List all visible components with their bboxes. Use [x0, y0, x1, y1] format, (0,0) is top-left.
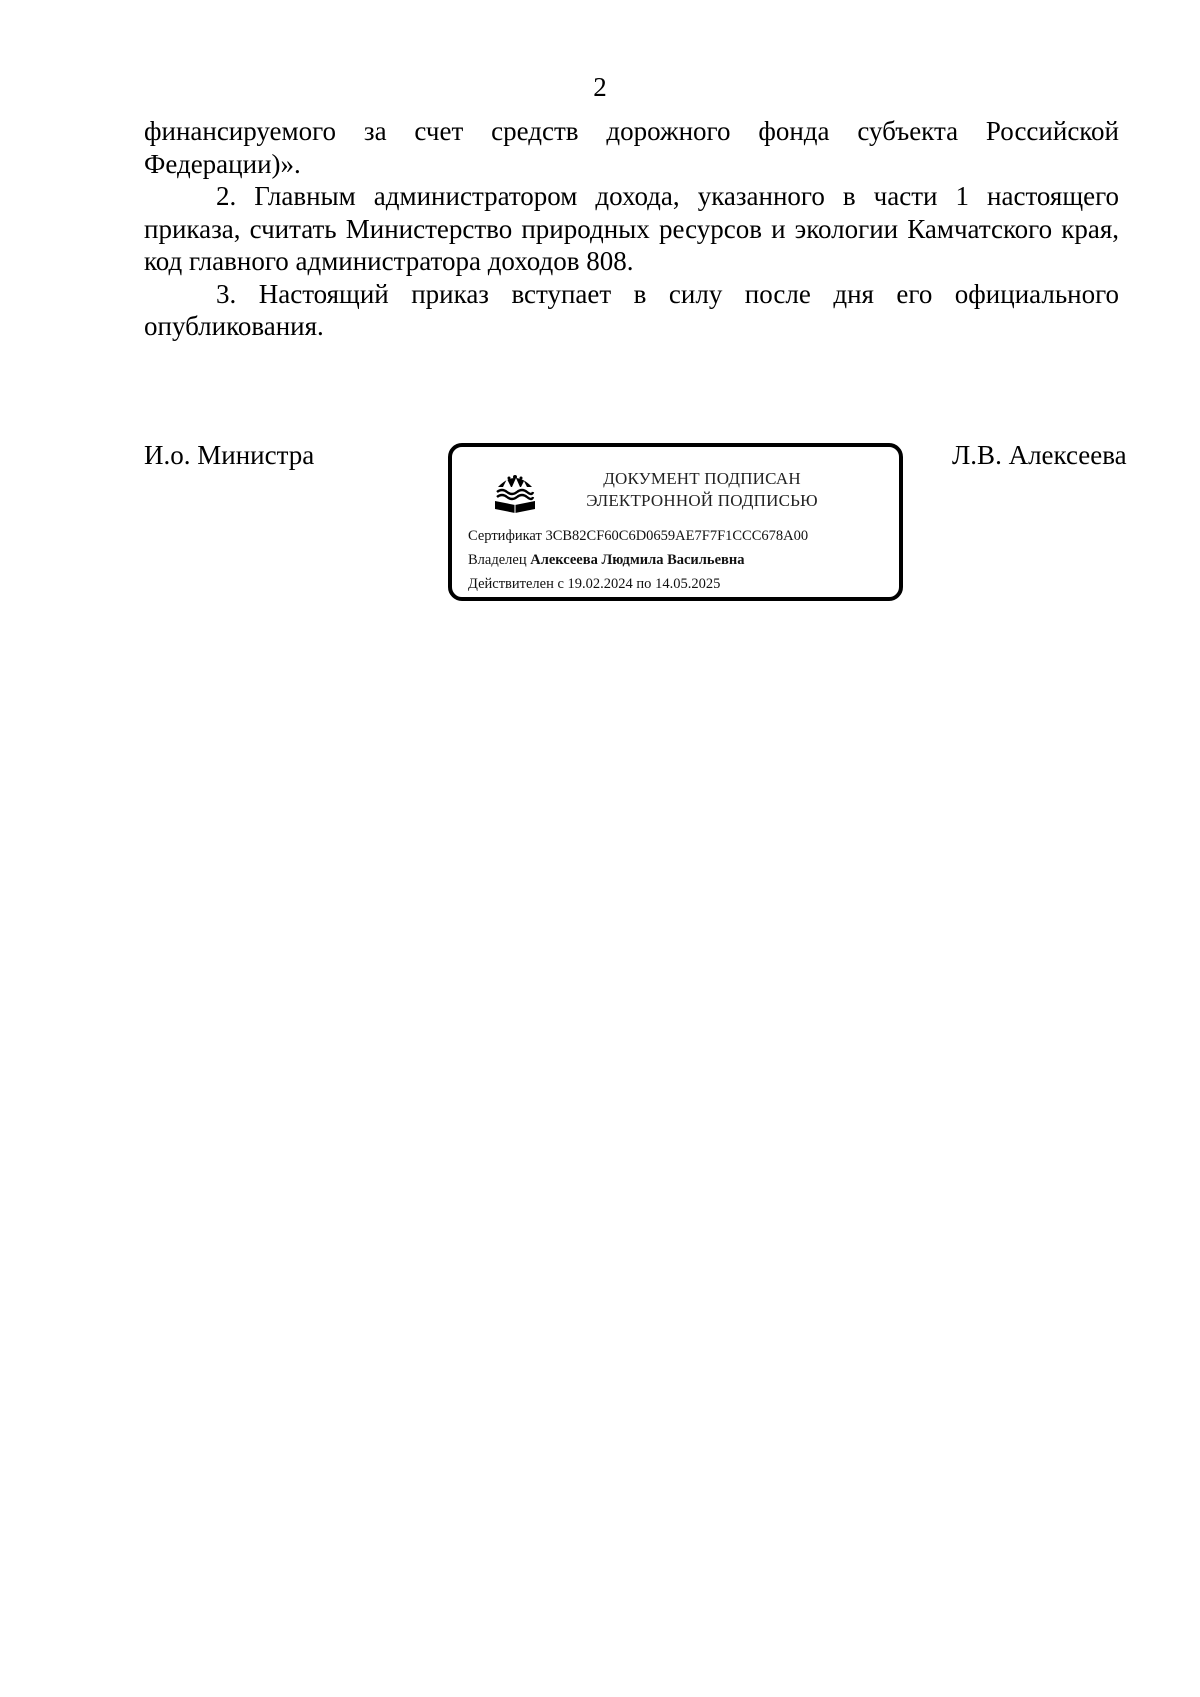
- paragraph-item-2: 2. Главным администратором дохода, указанного в части 1 настоящего приказа, считать Министерство природных ресурсов и экологии Камчатского края, код главного администратора доходов 808.: [144, 181, 1119, 276]
- stamp-owner: [468, 552, 744, 569]
- kamchatka-emblem-icon: [490, 465, 540, 515]
- valid-label: Действителен: [468, 576, 554, 592]
- signatory-role: И.о. Министра: [144, 440, 315, 470]
- signatory-name: Л.В. Алексеева: [952, 440, 1127, 470]
- stamp-title: [552, 468, 852, 512]
- stamp-title-line-2: ЭЛЕКТРОННОЙ ПОДПИСЬЮ: [586, 491, 818, 510]
- owner-label: Владелец: [468, 552, 527, 568]
- page-number: 2: [593, 72, 607, 102]
- stamp-certificate: [468, 528, 808, 545]
- valid-to-date: 14.05.2025: [655, 576, 721, 592]
- valid-from-date: 19.02.2024: [567, 576, 633, 592]
- paragraph-continuation: финансируемого за счет средств дорожного фонда субъекта Российской Федерации)».: [144, 116, 1119, 179]
- document-body: [144, 115, 1119, 343]
- paragraph-item-3: 3. Настоящий приказ вступает в силу после дня его официального опубликования.: [144, 278, 1119, 341]
- stamp-validity: [468, 576, 720, 593]
- owner-value: Алексеева Людмила Васильевна: [530, 552, 745, 568]
- valid-from-label: с: [557, 576, 564, 592]
- certificate-value: 3CB82CF60C6D0659AE7F7F1CCC678A00: [545, 528, 809, 544]
- electronic-signature-stamp: [448, 443, 903, 601]
- stamp-title-line-1: ДОКУМЕНТ ПОДПИСАН: [603, 469, 801, 488]
- valid-to-label: по: [636, 576, 652, 592]
- certificate-label: Сертификат: [468, 528, 542, 544]
